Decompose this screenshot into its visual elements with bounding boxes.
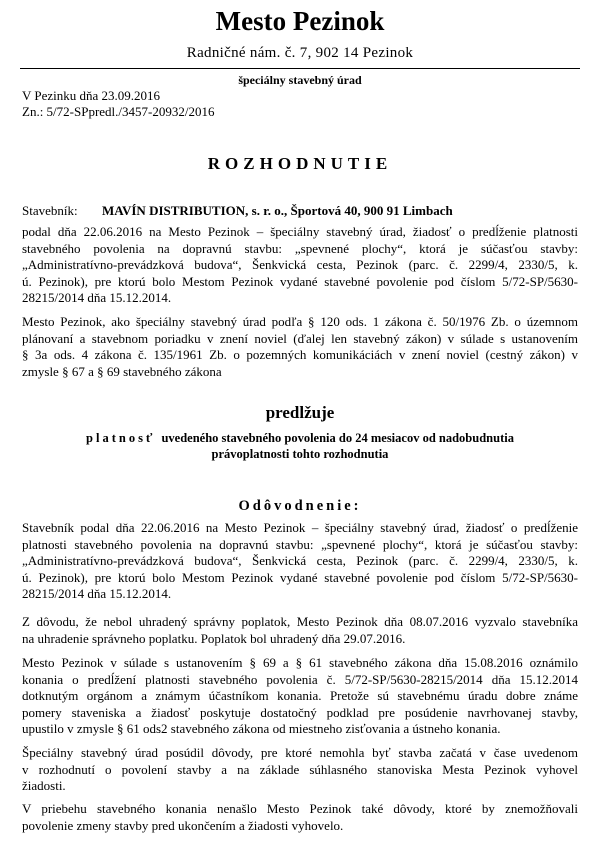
text-line: zmysle § 67 a § 69 stavebného zákona: [22, 363, 222, 379]
place-date: V Pezinku dňa 23.09.2016: [22, 88, 161, 103]
reasoning-paragraph-2: [22, 614, 578, 647]
extension-spaced-word: platnosť: [86, 431, 156, 445]
text-line: upustilo v zmysle § 61 ods2 stavebného zákona od miestneho zisťovania a ústneho konania.: [22, 721, 501, 736]
office-name: špeciálny stavebný úrad: [238, 73, 362, 87]
text-line: Stavebník podal dňa 22.06.2016 na Mesto Pezinok – špeciálny stavebný úrad, žiadosť o predĺženie: [22, 520, 578, 535]
text-line: Z dôvodu, že nebol uhradený správny poplatok, Mesto Pezinok dňa 08.07.2016 vyzvalo stavebníka: [22, 614, 578, 629]
legal-basis-paragraph: [22, 314, 578, 380]
extension-line-2: právoplatnosti tohto rozhodnutia: [211, 447, 389, 461]
decision-title: ROZHODNUTIE: [207, 154, 393, 173]
reasoning-title: Odôvodnenie:: [238, 498, 362, 514]
text-line: Špeciálny stavebný úrad posúdil dôvody, pre ktoré nemohla byť stavba začatá v čase uvedenom: [22, 745, 578, 760]
reasoning-paragraph-4: [22, 745, 578, 795]
reasoning-paragraph-1: [22, 520, 578, 603]
text-line: plánovaní a stavebnom poriadku v znení noviel (ďalej len stavebný zákon) v súlade s ustanovením: [22, 330, 578, 346]
city-address: Radničné nám. č. 7, 902 14 Pezinok: [186, 45, 414, 61]
file-number: Zn.: 5/72-SPpredl./3457-20932/2016: [22, 104, 215, 119]
decision-verb: predlžuje: [265, 403, 335, 422]
text-line: 28215/2014 dňa 15.12.2014.: [22, 586, 172, 601]
text-line: „Administratívno-prevádzková budova“, Šenkvická cesta, Pezinok (parc. č. 2299/4, 2330/5, k.: [22, 553, 578, 568]
builder-line: [22, 203, 453, 219]
text-line: v rozhodnutí o povolení stavby a na základe súhlasného stanoviska Mesta Pezinok vyhovel: [22, 761, 578, 777]
text-line: pomery staveniska a žiadosť poskytuje dostatočný podklad pre posúdenie navrhovanej stavby,: [22, 704, 578, 720]
text-line: povolenie zmeny stavby pred ukončením a žiadosti vyhovelo.: [22, 817, 344, 833]
extension-statement: [0, 430, 600, 462]
text-line: Mesto Pezinok v súlade s ustanovením § 69 a § 61 stavebného zákona dňa 15.08.2016 oznámilo: [22, 655, 578, 670]
text-line: dotknutým orgánom a známym účastníkom konania. Pretože sú stavebnému úradu dobre známe: [22, 688, 578, 703]
intro-paragraph: [22, 224, 578, 307]
text-line: konania o predĺžení platnosti stavebného povolenia č. 5/72-SP/5630-28215/2014 dňa 15.12.2014: [22, 671, 578, 687]
text-line: stavebného povolenia na dopravnú stavbu: „spevnené plochy“, ktorá je súčasťou stavby:: [22, 240, 578, 256]
reasoning-paragraph-3: [22, 655, 578, 738]
text-line: § 3a ods. 4 zákona č. 135/1961 Zb. o pozemných komunikáciách v znení noviel (cestný zákon) v: [22, 347, 578, 362]
text-line: podal dňa 22.06.2016 na Mesto Pezinok – špeciálny stavebný úrad, žiadosť o predĺženie platnosti: [22, 224, 578, 239]
text-line: žiadosti.: [22, 778, 66, 793]
text-line: 28215/2014 dňa 15.12.2014.: [22, 290, 172, 305]
text-line: na uhradenie správneho poplatku. Poplatok bol uhradený dňa 29.07.2016.: [22, 630, 406, 646]
text-line: „Administratívno-prevádzková budova“, Šenkvická cesta, Pezinok (parc. č. 2299/4, 2330/5, k.: [22, 257, 578, 272]
extension-line-1: [0, 430, 600, 446]
builder-value: MAVÍN DISTRIBUTION, s. r. o., Športová 40, 900 91 Limbach: [102, 203, 453, 218]
text-line: ú. Pezinok), pre ktorú bolo Mestom Pezinok vydané stavebné povolenie pod číslom 5/72-SP/5630-: [22, 273, 578, 289]
document-meta: [22, 88, 214, 120]
text-line: Mesto Pezinok, ako špeciálny stavebný úrad podľa § 120 ods. 1 zákona č. 50/1976 Zb. o územnom: [22, 314, 578, 329]
builder-label: Stavebník:: [22, 203, 78, 218]
reasoning-paragraph-5: [22, 801, 578, 834]
text-line: ú. Pezinok), pre ktorú bolo Mestom Pezinok vydané stavebné povolenie pod číslom 5/72-SP/5630-: [22, 569, 578, 585]
extension-line-1-rest: uvedeného stavebného povolenia do 24 mesiacov od nadobudnutia: [161, 431, 514, 445]
text-line: V priebehu stavebného konania nenašlo Mesto Pezinok také dôvody, ktoré by znemožňovali: [22, 801, 578, 816]
city-title: Mesto Pezinok: [215, 6, 385, 36]
text-line: platnosti stavebného povolenia na dopravnú stavbu: „spevnené plochy“, ktorá je súčasťou stavby:: [22, 536, 578, 552]
header-divider: [20, 68, 580, 69]
